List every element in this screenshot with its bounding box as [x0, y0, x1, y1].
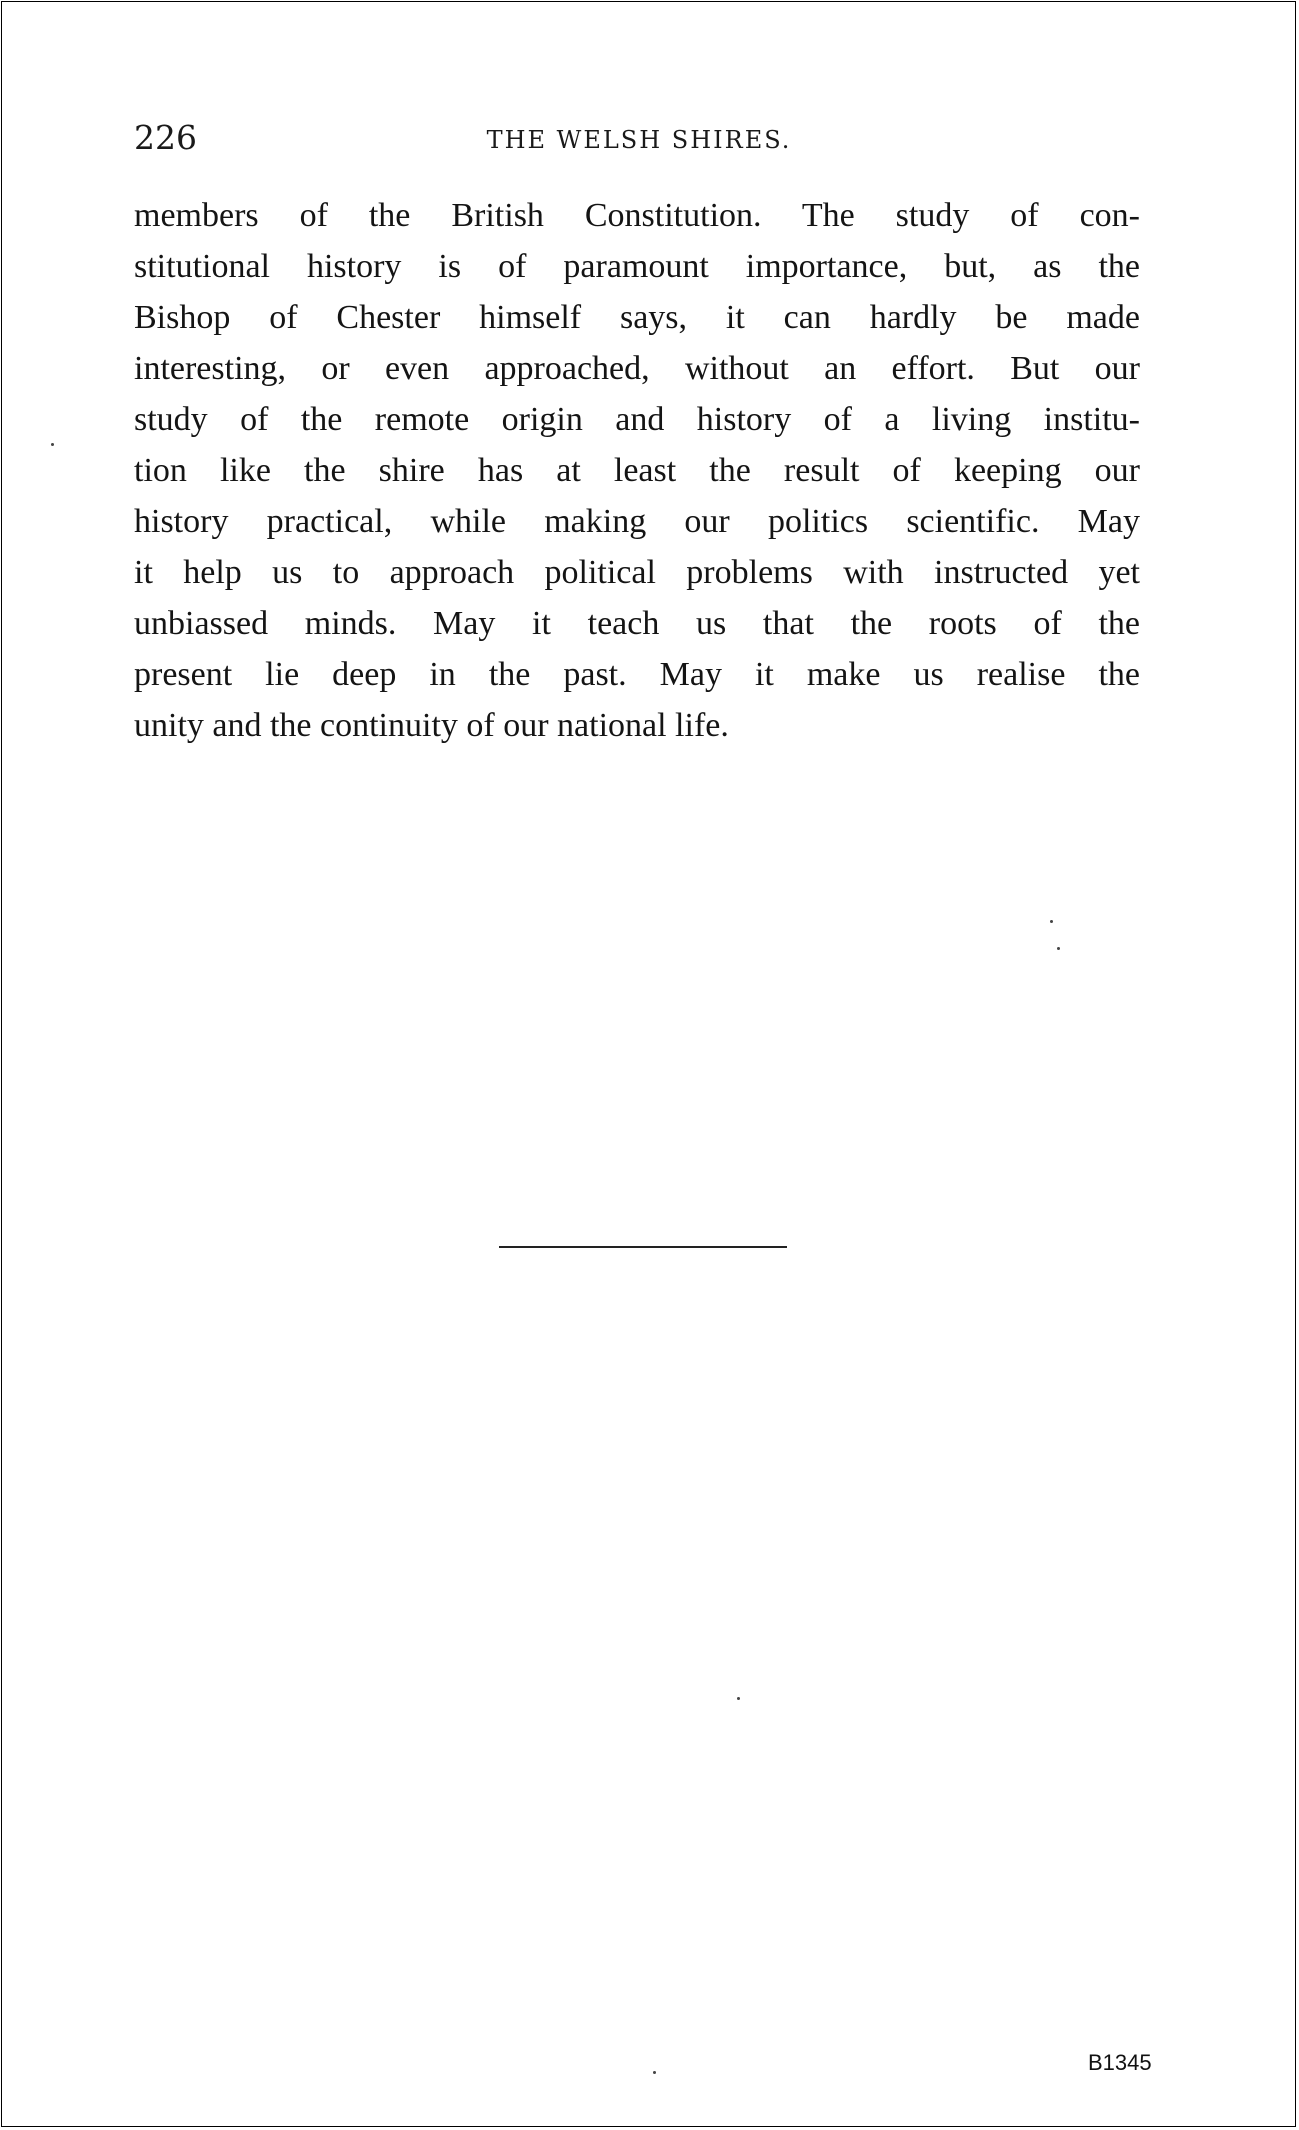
text-line: present lie deep in the past. May it make us realise the: [134, 656, 1140, 693]
book-page: [1, 1, 1296, 2127]
scan-speck: [1050, 920, 1053, 923]
body-paragraph: [134, 190, 1140, 751]
scan-speck: [51, 443, 54, 446]
text-line: Bishop of Chester himself says, it can hardly be made: [134, 299, 1140, 336]
running-title: THE WELSH SHIRES.: [486, 126, 792, 154]
text-line: stitutional history is of paramount importance, but, as the: [134, 248, 1140, 285]
text-line: it help us to approach political problems with instructed yet: [134, 554, 1140, 591]
scan-speck: [737, 1697, 740, 1700]
text-line: history practical, while making our politics scientific. May: [134, 503, 1140, 540]
scan-speck: [653, 2071, 656, 2074]
text-line: members of the British Constitution. The study of con-: [134, 197, 1140, 234]
text-line: tion like the shire has at least the result of keeping our: [134, 452, 1140, 489]
text-line: unbiassed minds. May it teach us that the roots of the: [134, 605, 1140, 642]
running-head: [134, 116, 1144, 160]
text-line: unity and the continuity of our national life.: [134, 707, 729, 744]
text-line: study of the remote origin and history of a living institu-: [134, 401, 1140, 438]
scan-speck: [1057, 947, 1060, 950]
catalog-id: B1345: [1088, 2050, 1152, 2075]
page-number: 226: [134, 118, 197, 157]
section-end-rule: [499, 1246, 787, 1248]
text-line: interesting, or even approached, without an effort. But our: [134, 350, 1140, 387]
